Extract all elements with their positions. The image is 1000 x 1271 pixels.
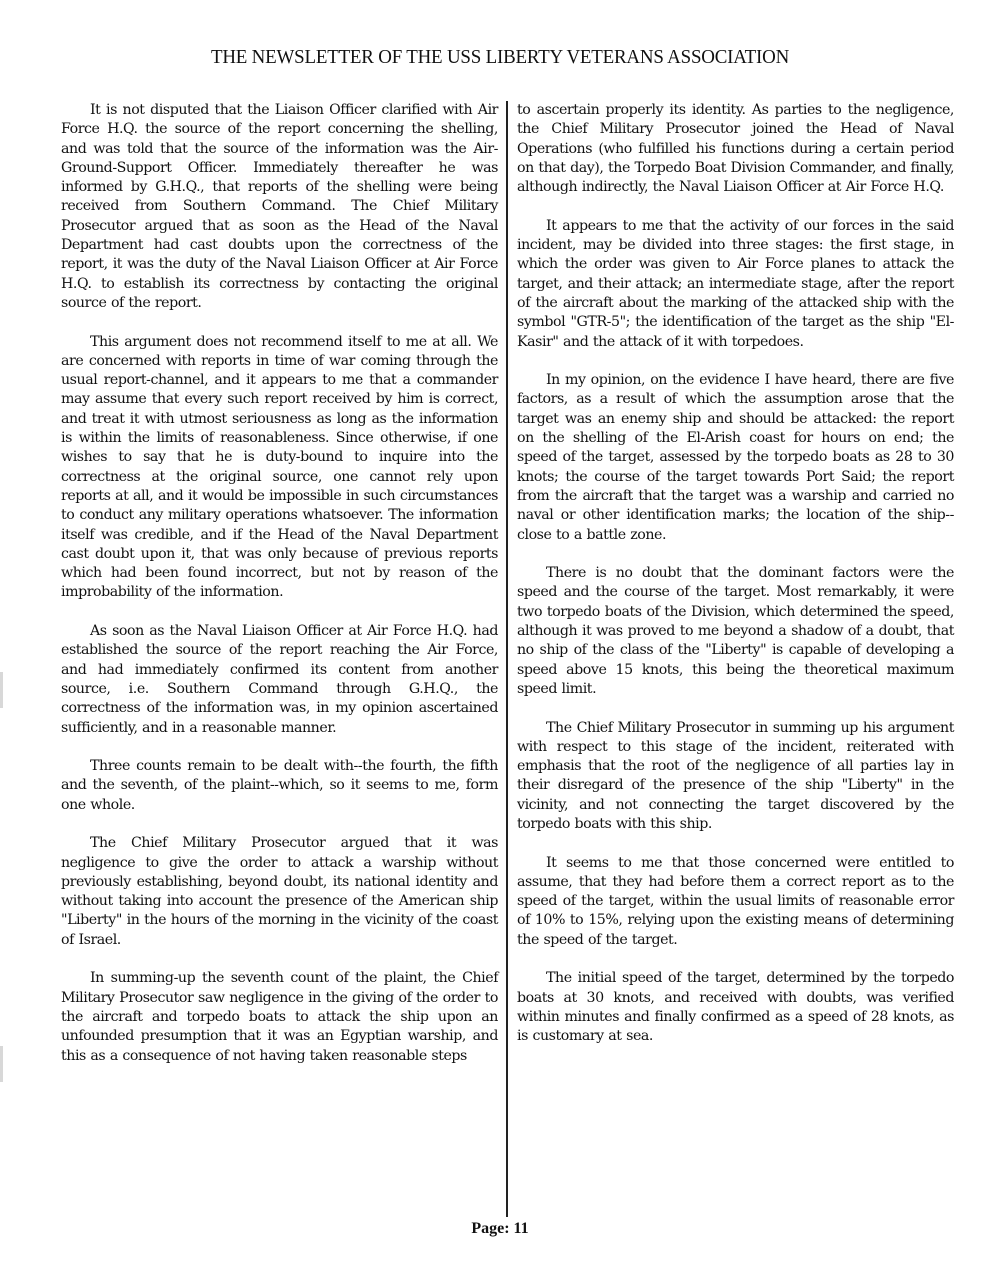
paragraph: This argument does not recommend itself to me at all. We are concerned with reports in time of war coming through the usual report-channel, and it appears to me that a commander may assume that every such report received by him is correct, and treat it with utmost seriousness as long as the information is within the limits of reasonableness. Since otherwise, if one wishes to say that he is duty-bound to inquire into the correctness at the original source, one cannot rely upon reports at all, and it would be impossible in such circumstances to conduct any military operations whatsoever. The information itself was credible, and if the Head of the Naval Department cast doubt upon it, that was only because of previous reports which had been found incorrect, but not by reason of the improbability of the information.	[61, 333, 498, 601]
right-column	[517, 101, 954, 1047]
paragraph: In summing-up the seventh count of the plaint, the Chief Military Prosecutor saw negligence in the giving of the order to the aircraft and torpedo boats to attack the ship upon an unfounded presumption that it was an Egyptian warship, and this as a consequence of not having taken reasonable steps	[61, 970, 498, 1064]
paragraph: In my opinion, on the evidence I have heard, there are five factors, as a result of which the assumption arose that the target was an enemy ship and should be attacked: the report on the shelling of the El-Arish coast for hours on end; the speed of the target, assessed by the torpedo boats as 28 to 30 knots; the course of the target towards Port Said; the report from the aircraft that the target was a warship and carried no naval or other identification marks; the location of the ship--close to a battle zone.	[517, 372, 954, 543]
paragraph: The Chief Military Prosecutor argued that it was negligence to give the order to attack a warship without previously establishing, beyond doubt, its national identity and without taking into account the presence of the American ship "Liberty" in the hours of the morning in the vicinity of the coast of Israel.	[61, 835, 498, 948]
column-divider	[506, 101, 508, 1217]
left-column	[61, 101, 498, 1066]
page-number: Page: 11	[471, 1220, 529, 1237]
paragraph: Three counts remain to be dealt with--the fourth, the fifth and the seventh, of the plaint--which, so it seems to me, form one whole.	[61, 758, 498, 813]
paragraph: As soon as the Naval Liaison Officer at Air Force H.Q. had established the source of the report reaching the Air Force, and had immediately confirmed its content from another source, i.e. Southern Command through G.H.Q., the correctness of the information was, in my opinion ascertained sufficiently, and in a reasonable manner.	[61, 623, 498, 736]
paragraph-continuation: to ascertain properly its identity. As parties to the negligence, the Chief Military Prosecutor joined the Head of Naval Operations (who fulfilled his functions during a certain period on that day), the Torpedo Boat Division Commander, and finally, although indirectly, the Naval Liaison Officer at Air Force H.Q.	[517, 102, 955, 196]
paragraph: It seems to me that those concerned were entitled to assume, that they had before them a correct report as to the speed of the target, within the usual limits of reasonable error of 10% to 15%, relying upon the existing means of determining the speed of the target.	[517, 854, 954, 948]
scan-artifact	[0, 1046, 3, 1082]
scan-artifact	[0, 672, 3, 708]
paragraph: It appears to me that the activity of our forces in the said incident, may be divided into three stages: the first stage, in which the order was given to Air Force planes to attack the target, and their attack; an intermediate stage, after the report of the aircraft about the marking of the attacked ship with the symbol "GTR-5"; the identification of the target as the ship "El-Kasir" and the attack of it with torpedoes.	[517, 217, 954, 350]
paragraph: There is no doubt that the dominant factors were the speed and the course of the target. Most remarkably, it were two torpedo boats of the Division, which determined the speed, although it was proved to me beyond a shadow of a doubt, that no ship of the class of the "Liberty" is capable of developing a speed above 15 knots, this being the theoretical maximum speed limit.	[517, 565, 954, 697]
paragraph: The Chief Military Prosecutor in summing up his argument with respect to this stage of the incident, reiterated with emphasis that the root of the negligence of all parties lay in their disregard of the presence of the ship "Liberty" in the vicinity, and not connecting the target discovered by the torpedo boats with this ship.	[517, 719, 954, 832]
paragraph: The initial speed of the target, determined by the torpedo boats at 30 knots, and received with doubts, was verified within minutes and finally confirmed as a speed of 28 knots, as is customary at sea.	[517, 970, 954, 1045]
newsletter-title: THE NEWSLETTER OF THE USS LIBERTY VETERANS ASSOCIATION	[210, 47, 790, 68]
paragraph: It is not disputed that the Liaison Officer clarified with Air Force H.Q. the source of the report concerning the shelling, and was told that the source of the information was the Air-Ground-Support Officer. Immediately thereafter he was informed by G.H.Q., that reports of the shelling were being received from Southern Command. The Chief Military Prosecutor argued that as soon as the Head of the Naval Department had cast doubts upon the correctness of the report, it was the duty of the Naval Liaison Officer at Air Force H.Q. to establish its correctness by contacting the original source of the report.	[61, 102, 498, 311]
